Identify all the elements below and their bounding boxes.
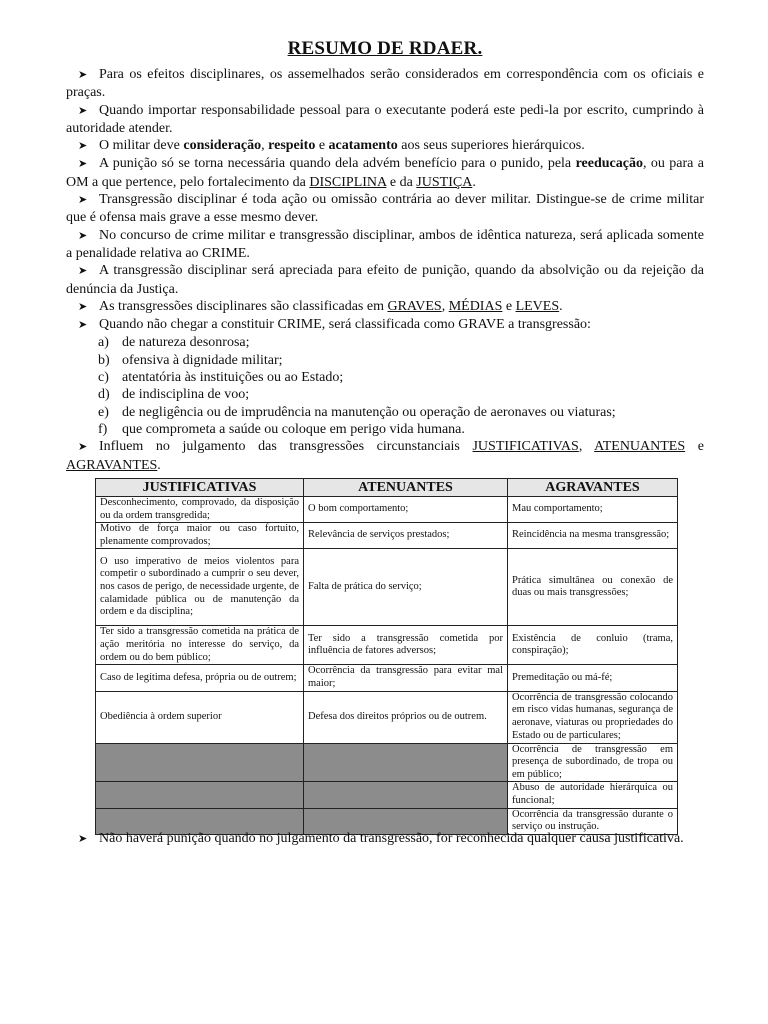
arrow-icon: ➤ [78,441,88,454]
arrow-icon: ➤ [78,833,88,845]
col-header-justificativas: JUSTIFICATIVAS [96,479,304,497]
col-header-agravantes: AGRAVANTES [508,479,678,497]
table-cell: Mau comportamento; [508,497,678,523]
table-cell: Caso de legítima defesa, própria ou de outrem; [96,665,304,691]
document-title: RESUMO DE RDAER. [287,38,483,59]
table-row [96,497,678,523]
table-cell: Abuso de autoridade hierárquica ou funcional; [508,782,678,808]
table-row [96,743,678,782]
table-row [96,523,678,549]
sub-item: f) que comprometa a saúde ou coloque em perigo vida humana. [98,421,465,437]
table-cell-shaded [96,743,304,782]
bullet-1: ➤ Para os efeitos disciplinares, os assemelhados serão considerados em correspondência com os oficiais e praças. [66,67,704,101]
sub-item: b) ofensiva à dignidade militar; [98,352,283,368]
arrow-icon: ➤ [78,319,88,332]
arrow-icon: ➤ [78,229,88,242]
table-cell: Defesa dos direitos próprios ou de outrem. [304,691,508,743]
arrow-icon: ➤ [78,69,88,81]
table-cell: Desconhecimento, comprovado, da disposição ou da ordem transgredida; [96,497,304,523]
table-cell: Reincidência na mesma transgressão; [508,523,678,549]
sub-item: d) de indisciplina de voo; [98,387,250,403]
table-cell: Obediência à ordem superior [96,691,304,743]
table-header-row [96,479,678,497]
circumstances-table [95,478,678,835]
sub-item: c) atentatória às instituições ou ao Estado; [98,370,344,386]
document-page [66,36,704,846]
bullet-9: ➤ Quando não chegar a constituir CRIME, será classificada como GRAVE a transgressão: [66,316,704,334]
table-cell: Ocorrência da transgressão para evitar mal maior; [304,665,508,691]
bullet-4: ➤ A punição só se torna necessária quando dela advém benefício para o punido, pela reeducação, ou para a OM a que pertence, pelo fortalecimento da DISCIPLINA e da JUSTIÇA. [66,156,704,190]
arrow-icon: ➤ [78,194,88,207]
table-cell: Ocorrência de transgressão colocando em risco vidas humanas, segurança de aeronave, viaturas ou propriedades do Estado ou de particulares; [508,691,678,743]
table-cell: O uso imperativo de meios violentos para competir o subordinado a cumprir o seu dever, nos casos de perigo, de necessidade urgente, de calamidade pública ou de manutenção da ordem e da disciplina; [96,549,304,626]
bullet-3: ➤ O militar deve consideração, respeito e acatamento aos seus superiores hierárquicos. [66,137,704,155]
table-cell: Prática simultânea ou conexão de duas ou mais transgressões; [508,549,678,626]
table-cell: Ter sido a transgressão cometida na prática de ação meritória no interesse do serviço, da ordem ou do bem público; [96,626,304,665]
table-cell-shaded [304,743,508,782]
bullet-2: ➤ Quando importar responsabilidade pessoal para o executante poderá este pedi-la por escrito, cumprindo à autoridade atender. [66,102,704,136]
bullet-8: ➤ As transgressões disciplinares são classificadas em GRAVES, MÉDIAS e LEVES. [66,298,704,316]
bullet-7: ➤ A transgressão disciplinar será apreciada para efeito de punição, quando da absolvição ou da rejeição da denúncia da Justiça. [66,263,704,297]
table-cell: Premeditação ou má-fé; [508,665,678,691]
col-header-atenuantes: ATENUANTES [304,479,508,497]
bullet-6: ➤ No concurso de crime militar e transgressão disciplinar, ambos de idêntica natureza, será aplicada somente a penalidade relativa ao CRIME. [66,227,704,261]
arrow-icon: ➤ [78,300,88,313]
table-cell: Falta de prática do serviço; [304,549,508,626]
bullet-10: ➤ Influem no julgamento das transgressões circunstanciais JUSTIFICATIVAS, ATENUANTES e AGRAVANTES. [66,439,704,473]
table-row [96,626,678,665]
arrow-icon: ➤ [78,104,88,117]
table-cell: Ocorrência de transgressão em presença de subordinado, de tropa ou em público; [508,743,678,782]
table-cell: Motivo de força maior ou caso fortuito, plenamente comprovados; [96,523,304,549]
table-cell: Relevância de serviços prestados; [304,523,508,549]
table-cell-shaded [304,782,508,808]
arrow-icon: ➤ [78,140,88,153]
table-cell-shaded [96,782,304,808]
table-row [96,665,678,691]
table-row [96,782,678,808]
arrow-icon: ➤ [78,158,88,171]
table-cell: Existência de conluio (trama, conspiração); [508,626,678,665]
table-row [96,549,678,626]
sub-item: e) de negligência ou de imprudência na manutenção ou operação de aeronaves ou viaturas; [98,404,616,420]
table-cell: Ocorrência da transgressão durante o serviço ou instrução. [508,808,678,834]
sub-item: a) de natureza desonrosa; [98,335,250,351]
bullet-final: ➤ Não haverá punição quando no julgamento da transgressão, for reconhecida qualquer causa justificativa. [66,830,704,848]
table-cell: Ter sido a transgressão cometida por influência de fatores adversos; [304,626,508,665]
arrow-icon: ➤ [78,265,88,278]
table-row [96,691,678,743]
table-cell: O bom comportamento; [304,497,508,523]
bullet-5: ➤ Transgressão disciplinar é toda ação ou omissão contrária ao dever militar. Distingue-se de crime militar que é ofensa mais grave a esse mesmo dever. [66,192,704,226]
